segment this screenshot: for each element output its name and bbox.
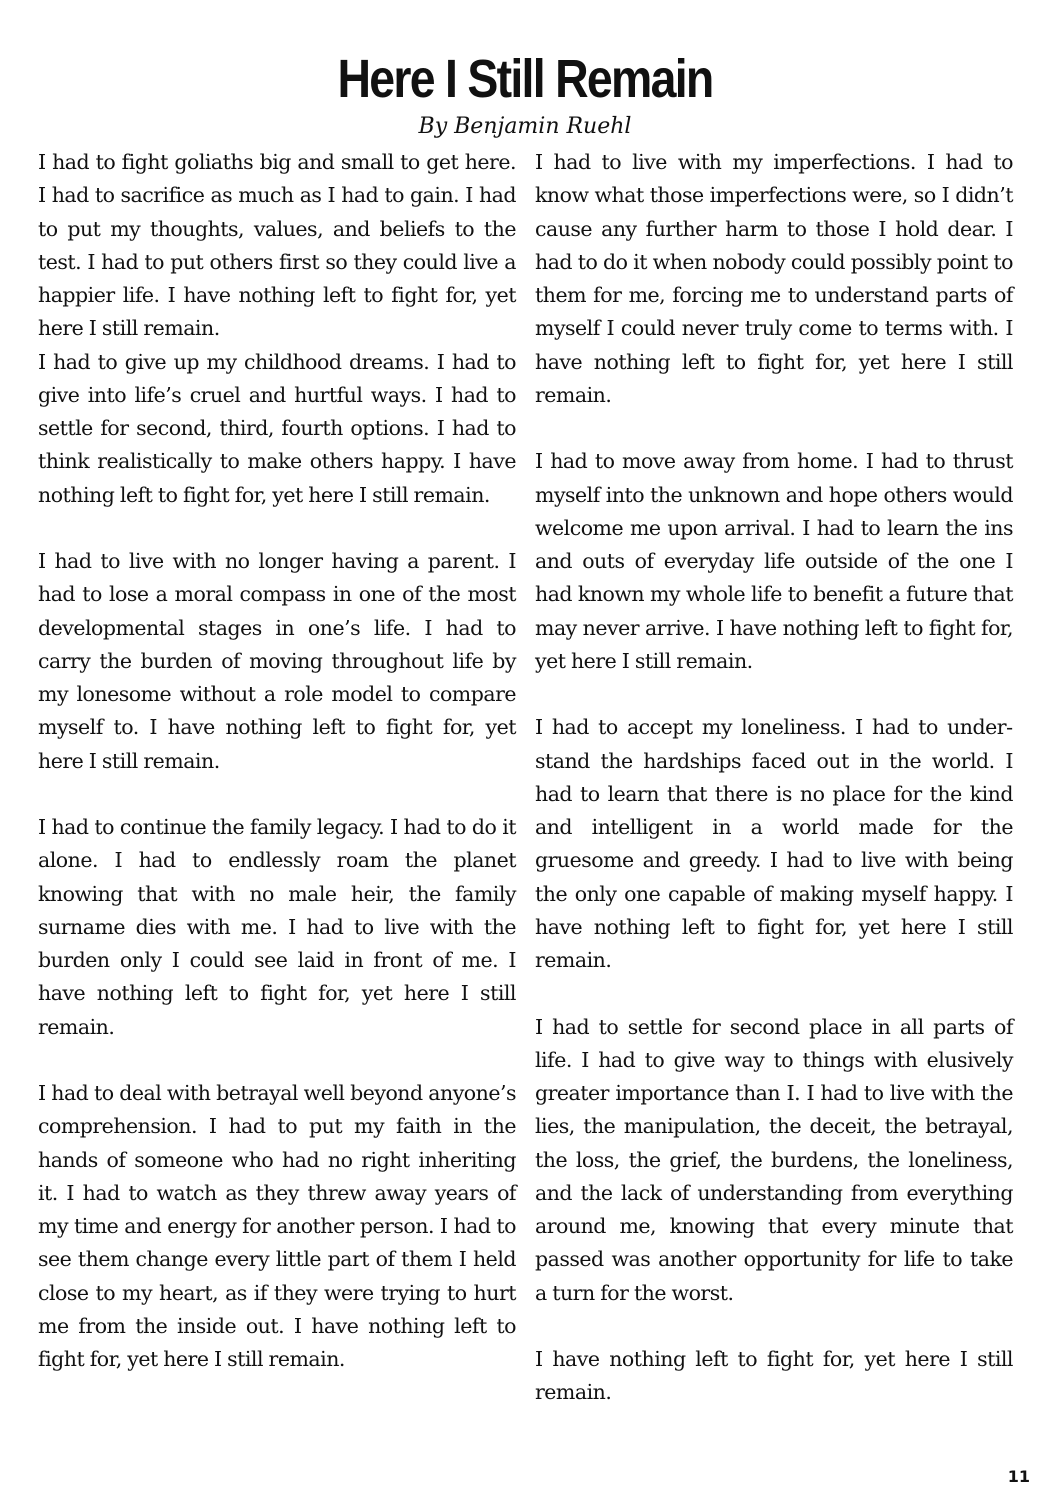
left-column [38,146,516,1376]
paragraph-loneliness: I had to accept my loneliness. I had to understand the hardships faced out in the world. I had to learn that there is no place for the kind and intelligent in a world made for the gruesome and greedy. I had to live with being the only one capable of making myself happy. I have nothing left to fight for, yet here I still remain. [535,715,1013,972]
paragraph-goliaths: I had to fight goliaths big and small to get here. I had to sacrifice as much as I had to gain. I had to put my thoughts, values, and beliefs to the test. I had to put others first so they could live a happier life. I have nothing left to fight for, yet here I still remain. [38,150,516,341]
paragraph-parent: I had to live with no longer having a parent. I had to lose a moral compass in one of the most developmental stages in one’s life. I had to carry the burden of moving throughout life by my lonesome without a role model to compare myself to. I have nothing left to fight for, yet here I still remain. [38,549,516,773]
right-column [535,146,1013,1410]
paragraph-betrayal: I had to deal with betrayal well beyond anyone’s comprehension. I had to put my faith in the hands of someone who had no right inheriting it. I had to watch as they threw away years of my time and energy for another person. I had to see them change every little part of them I held close to my heart, as if they were trying to hurt me from the inside out. I have nothing left to fight for, yet here I still remain. [38,1081,516,1371]
paragraph-family-legacy: I had to continue the family legacy. I had to do it alone. I had to endlessly roam the planet knowing that with no male heir, the family surname dies with me. I had to live with the burden only I could see laid in front of me. I have nothing left to fight for, yet here I still remain. [38,815,516,1039]
paragraph-imperfections: I had to live with my imperfections. I had to know what those imperfections were, so I didn’t cause any further harm to those I hold dear. I had to do it when nobody could possibly point to them for me, forcing me to understand parts of myself I could never truly come to terms with. I have nothing left to fight for, yet here I still remain. [535,150,1013,407]
article-title: Here I Still Remain [337,49,713,109]
page-number: 11 [1007,1467,1030,1486]
paragraph-childhood-dreams: I had to give up my childhood dreams. I had to give into life’s cruel and hurtful ways. I had to settle for second, third, fourth options. I had to think realistically to make others happy. I have nothing left to fight for, yet here I still remain. [38,349,516,507]
paragraph-second-place: I had to settle for second place in all parts of life. I had to give way to things with elusively greater importance than I. I had to live with the lies, the manipulation, the deceit, the betrayal, the loss, the grief, the burdens, the loneliness, and the lack of understanding from everything around me, knowing that every minute that passed was another opportunity for life to take a turn for the worst. [535,1014,1013,1305]
author-byline: By Benjamin Ruehl [418,114,632,139]
paragraph-move-away: I had to move away from home. I had to thrust myself into the unknown and hope others would welcome me upon arrival. I had to learn the ins and outs of everyday life outside of the one I had known my whole life to benefit a future that may never arrive. I have nothing left to fight for, yet here I still remain. [535,449,1013,673]
paragraph-closing: I have nothing left to fight for, yet here I still remain. [535,1347,1013,1405]
